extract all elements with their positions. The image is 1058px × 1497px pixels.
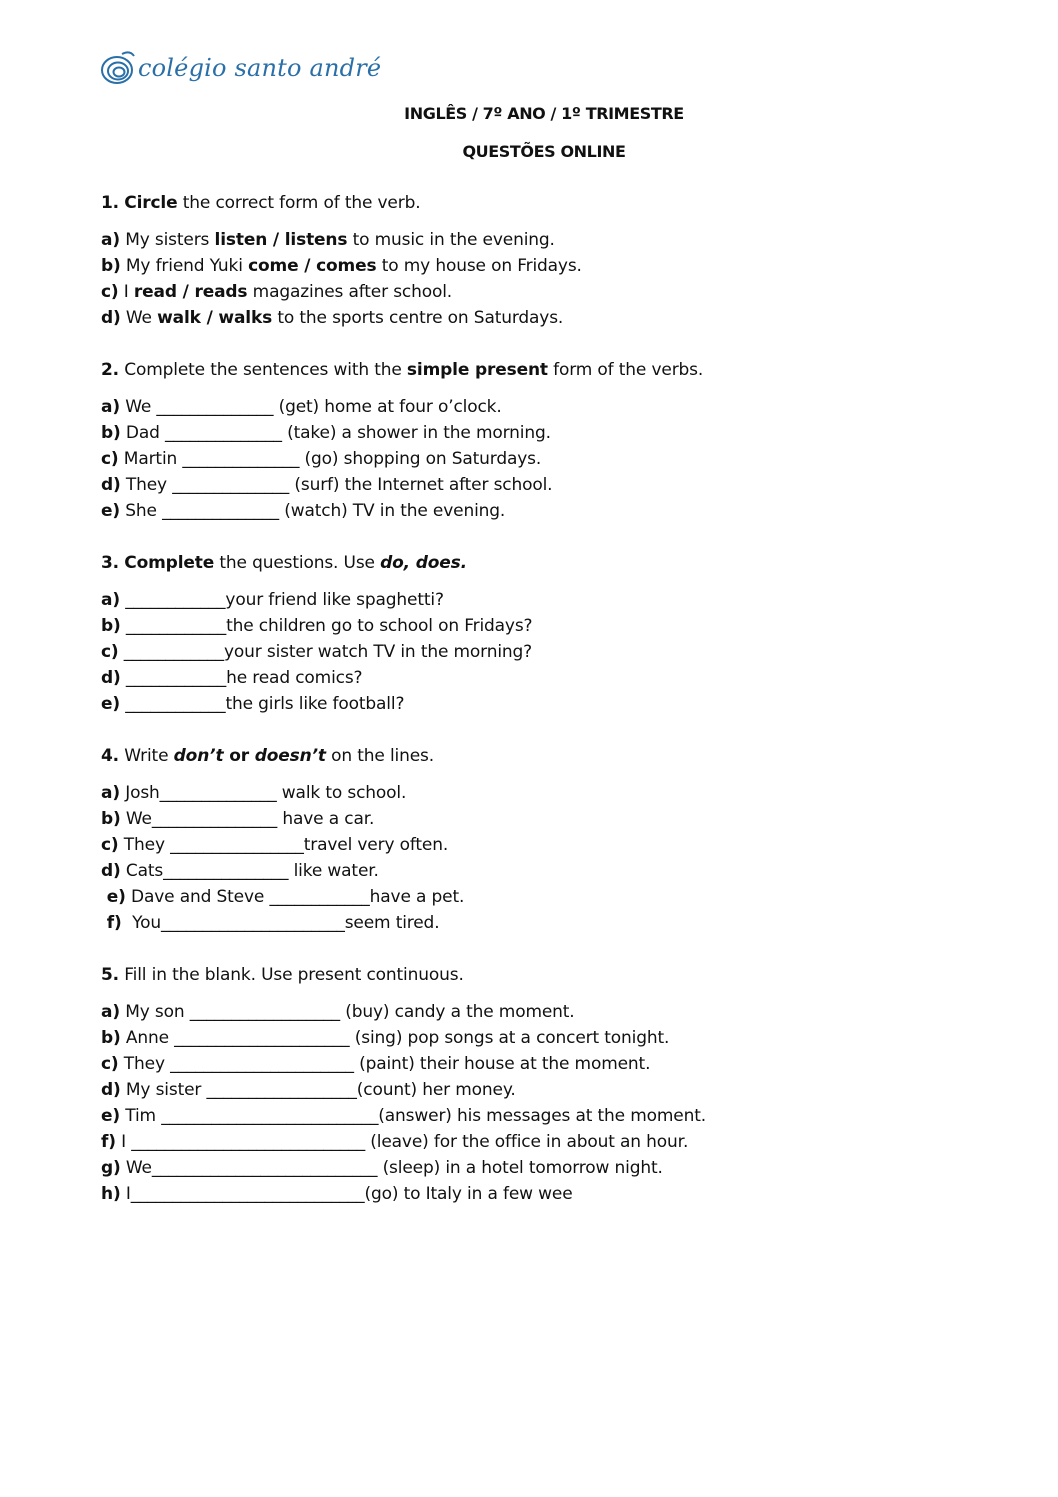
q2-item-b: b) Dad ______________ (take) a shower in the morning. [101,423,551,443]
q3-item-b: b) ____________the children go to school on Fridays? [101,616,533,636]
q4-item-b: b) We_______________ have a car. [101,809,375,829]
q3-item-a: a) ____________your friend like spaghetti? [101,590,444,610]
q5-item-f: f) I ____________________________ (leave) for the office in about an hour. [101,1132,689,1152]
spiral-logo-icon [100,48,136,88]
q5-item-c: c) They ______________________ (paint) their house at the moment. [101,1054,651,1074]
q1-item-a: a) My sisters listen / listens to music in the evening. [101,230,555,250]
q5-item-e: e) Tim __________________________(answer) his messages at the moment. [101,1106,707,1126]
q4-item-e: e) Dave and Steve ____________have a pet. [101,887,465,907]
school-name: colégio santo andré [138,54,382,82]
q5-item-b: b) Anne _____________________ (sing) pop songs at a concert tonight. [101,1028,670,1048]
q5-item-g: g) We___________________________ (sleep) in a hotel tomorrow night. [101,1158,663,1178]
q5-instruction: 5. Fill in the blank. Use present continuous. [101,965,464,985]
q5-item-d: d) My sister __________________(count) her money. [101,1080,516,1100]
q1-item-b: b) My friend Yuki come / comes to my house on Fridays. [101,256,582,276]
school-logo [100,44,382,100]
q2-instruction: 2. Complete the sentences with the simple present form of the verbs. [101,360,704,380]
q2-item-a: a) We ______________ (get) home at four o’clock. [101,397,502,417]
q2-item-e: e) She ______________ (watch) TV in the evening. [101,501,506,521]
q1-item-d: d) We walk / walks to the sports centre on Saturdays. [101,308,564,328]
q3-item-c: c) ____________your sister watch TV in the morning? [101,642,533,662]
q2-item-c: c) Martin ______________ (go) shopping on Saturdays. [101,449,542,469]
q4-instruction: 4. Write don’t or doesn’t on the lines. [101,746,435,766]
q1-item-c: c) I read / reads magazines after school. [101,282,453,302]
q4-item-c: c) They ________________travel very often. [101,835,449,855]
page-subtitle: QUESTÕES ONLINE [462,142,626,161]
page-title: INGLÊS / 7º ANO / 1º TRIMESTRE [404,104,684,123]
q5-item-a: a) My son __________________ (buy) candy a the moment. [101,1002,575,1022]
q5-item-h: h) I____________________________(go) to Italy in a few wee [101,1184,573,1204]
q4-item-f: f) You______________________seem tired. [101,913,440,933]
q3-instruction: 3. Complete the questions. Use do, does. [101,553,467,573]
q1-instruction: 1. Circle the correct form of the verb. [101,193,421,213]
q4-item-d: d) Cats_______________ like water. [101,861,379,881]
q3-item-d: d) ____________he read comics? [101,668,363,688]
q2-item-d: d) They ______________ (surf) the Internet after school. [101,475,553,495]
q4-item-a: a) Josh______________ walk to school. [101,783,407,803]
q3-item-e: e) ____________the girls like football? [101,694,405,714]
